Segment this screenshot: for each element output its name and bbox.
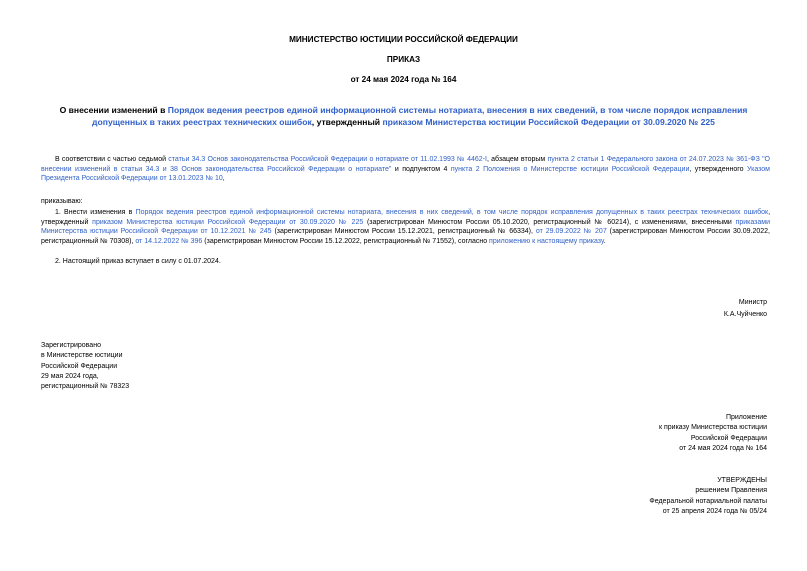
item1-text-4: (зарегистрирован Минюстом России 15.12.2021, регистрационный № 66334),	[271, 228, 536, 236]
approved-line: от 25 апреля 2024 года № 05/24	[662, 507, 767, 515]
appendix-line: к приказу Министерства юстиции	[658, 424, 767, 432]
signature-position: Министр	[738, 299, 767, 306]
item1-text-3: (зарегистрирован Минюстом России 05.10.2020, регистрационный № 60214), с изменениями, внесенными	[363, 218, 736, 226]
approved-line: Федеральной нотариальной палаты	[649, 497, 767, 505]
item1-text-2: , утвержденный	[41, 209, 771, 226]
appendix-line: Российской Федерации	[690, 434, 767, 442]
item1-link-appendix[interactable]: приложению к настоящему приказу	[489, 237, 604, 245]
intro-text-1: В соответствии с частью седьмой	[55, 156, 169, 163]
appendix-line: Приложение	[725, 414, 767, 421]
item1-text-5: (зарегистрирован Минюстом России 30.09.2022, регистрационный № 70308),	[41, 228, 770, 245]
appendix-line: от 24 мая 2024 года № 164	[679, 444, 767, 452]
item1-text-7: .	[603, 237, 606, 245]
order-heading: ПРИКАЗ	[386, 55, 421, 64]
appendix-block	[659, 413, 767, 454]
approved-line: решением Правления	[695, 487, 767, 495]
intro-link-federal-law-361[interactable]: пункта 2 статьи 1 Федерального закона от 24.07.2023 № 361-ФЗ "О внесении изменений в статьи 34.3 и 38 Основ законодательства Российской Федерации о нотариате"	[41, 156, 771, 173]
registration-line: регистрационный № 78323	[41, 383, 130, 391]
intro-paragraph	[41, 155, 770, 184]
item1-link-order-396[interactable]: от 14.12.2022 № 396	[135, 237, 203, 245]
item1-link-order-225[interactable]: приказом Министерства юстиции Российской Федерации от 30.09.2020 № 225	[92, 218, 364, 226]
title-link-order-225[interactable]: приказом Министерства юстиции Российской Федерации от 30.09.2020 № 225	[382, 116, 715, 127]
item-2-paragraph: 2. Настоящий приказ вступает в силу с 01.07.2024.	[55, 258, 221, 265]
document-title	[40, 105, 767, 128]
approved-line: УТВЕРЖДЕНЫ	[717, 477, 767, 484]
title-text-2: , утвержденный	[311, 116, 383, 127]
decree-word: приказываю:	[41, 198, 83, 205]
signature-name: К.А.Чуйченко	[723, 311, 767, 318]
intro-text-2: , абзацем вторым	[486, 156, 548, 163]
registration-line: Зарегистрировано	[41, 342, 101, 349]
approved-block	[649, 476, 767, 517]
item1-text-1: 1. Внести изменения в	[55, 209, 136, 216]
title-text-1: О внесении изменений в	[59, 105, 168, 115]
title-link-procedure[interactable]: Порядок ведения реестров единой информационной системы нотариата, внесения в них сведений, в том числе порядок исправления допущенных в таких реестрах технических ошибок	[92, 105, 748, 127]
item1-link-order-245[interactable]: приказами Министерства юстиции Российской Федерации от 10.12.2021 № 245	[41, 218, 770, 236]
order-date: от 24 мая 2024 года № 164	[350, 75, 457, 84]
registration-line: Российской Федерации	[41, 362, 118, 370]
item1-link-order-207[interactable]: от 29.09.2022 № 207	[535, 228, 607, 236]
intro-link-article-34-3[interactable]: статьи 34.3 Основ законодательства Российской Федерации о нотариате от 11.02.1993 № 4462-I	[168, 156, 487, 163]
intro-text-4: , утвержденного	[689, 165, 747, 173]
intro-text-3: и подпунктом 4	[391, 165, 451, 173]
ministry-heading: МИНИСТЕРСТВО ЮСТИЦИИ РОССИЙСКОЙ ФЕДЕРАЦИИ	[289, 35, 518, 44]
intro-text-5: ,	[222, 175, 225, 183]
intro-link-decree-10[interactable]: Указом Президента Российской Федерации от 13.01.2023 № 10	[41, 165, 770, 183]
item1-link-procedure[interactable]: Порядок ведения реестров единой информационной системы нотариата, внесения в них сведений, в том числе порядок исправления допущенных в таких реестрах технических ошибок	[135, 209, 769, 216]
registration-line: 29 мая 2024 года,	[41, 372, 99, 380]
intro-link-regulation[interactable]: пункта 2 Положения о Министерстве юстиции Российской Федерации	[450, 165, 690, 173]
item1-text-6: (зарегистрирован Минюстом России 15.12.2022, регистрационный № 71552), согласно	[202, 237, 490, 245]
registration-line: в Министерстве юстиции	[41, 352, 123, 360]
item-1-paragraph	[41, 208, 770, 246]
registration-block	[41, 341, 129, 392]
